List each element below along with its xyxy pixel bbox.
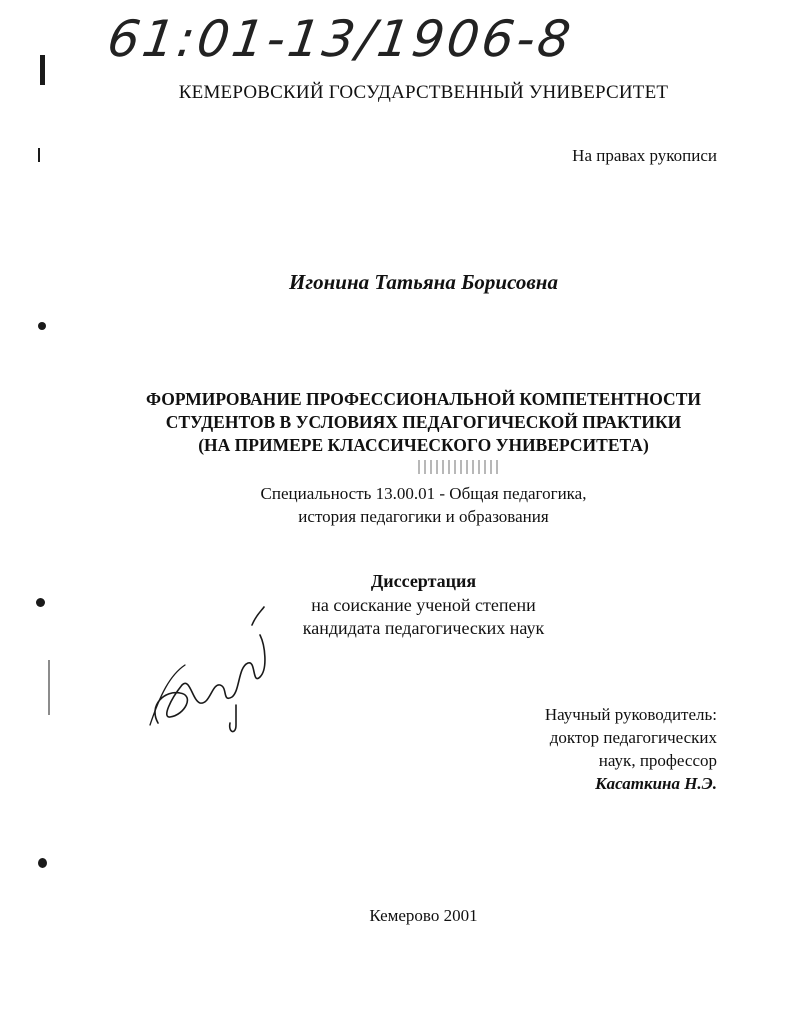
archive-code: 61:01-13/1906-8 bbox=[103, 10, 577, 68]
supervisor-name: Касаткина Н.Э. bbox=[595, 774, 717, 793]
specialty-line: история педагогики и образования bbox=[298, 507, 549, 526]
supervisor-degree: наук, профессор bbox=[598, 751, 717, 770]
dissertation-block bbox=[0, 570, 797, 641]
specialty bbox=[0, 482, 797, 528]
university-name: КЕМЕРОВСКИЙ ГОСУДАРСТВЕННЫЙ УНИВЕРСИТЕТ bbox=[178, 82, 669, 103]
title-line: ФОРМИРОВАНИЕ ПРОФЕССИОНАЛЬНОЙ КОМПЕТЕНТНОСТИ bbox=[146, 389, 701, 409]
scan-edge-mark bbox=[38, 858, 47, 868]
author-name: Игонина Татьяна Борисовна bbox=[289, 270, 558, 294]
supervisor-degree: доктор педагогических bbox=[549, 728, 717, 747]
supervisor-label: Научный руководитель: bbox=[544, 705, 717, 724]
handwritten-signature bbox=[140, 605, 280, 740]
stamp-smudge bbox=[418, 460, 498, 474]
title-line: (НА ПРИМЕРЕ КЛАССИЧЕСКОГО УНИВЕРСИТЕТА) bbox=[198, 435, 649, 455]
scan-edge-mark bbox=[40, 55, 45, 85]
supervisor-block bbox=[545, 703, 717, 795]
title-line: СТУДЕНТОВ В УСЛОВИЯХ ПЕДАГОГИЧЕСКОЙ ПРАКТИКИ bbox=[165, 412, 682, 432]
dissertation-line: на соискание ученой степени bbox=[311, 594, 536, 615]
city-year: Кемерово 2001 bbox=[369, 906, 478, 925]
rights-notice: На правах рукописи bbox=[572, 146, 717, 165]
scan-edge-mark bbox=[48, 660, 50, 715]
dissertation-line: кандидата педагогических наук bbox=[302, 618, 545, 638]
dissertation-heading: Диссертация bbox=[370, 571, 477, 591]
specialty-line: Специальность 13.00.01 - Общая педагогика, bbox=[260, 484, 587, 503]
scan-edge-mark bbox=[38, 148, 40, 162]
thesis-title bbox=[0, 388, 797, 457]
scan-edge-mark bbox=[38, 322, 46, 330]
